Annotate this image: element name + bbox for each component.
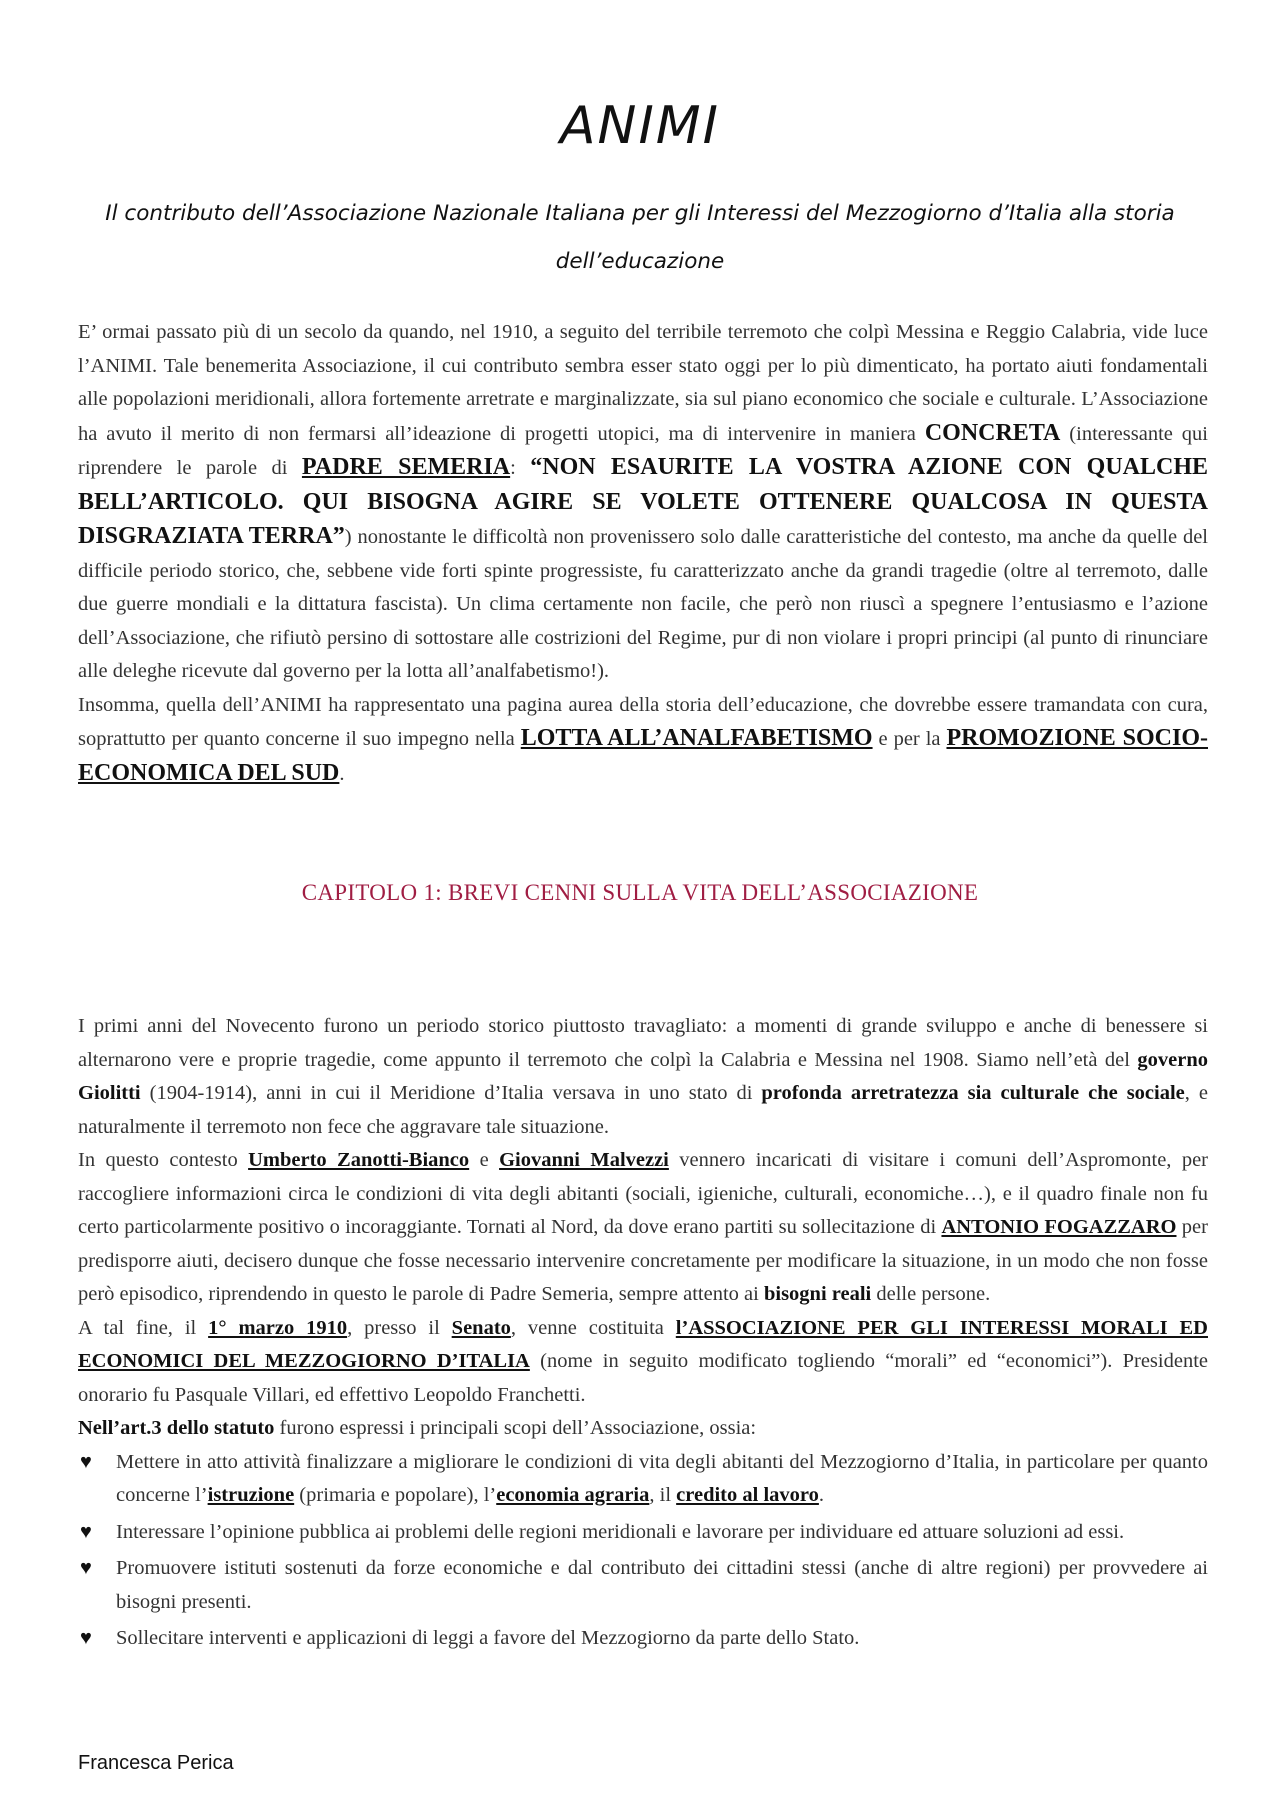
- emphasis-concreta: CONCRETA: [924, 419, 1061, 446]
- text-run: e per la: [872, 728, 947, 750]
- emphasis-giolitti: governo Giolitti: [78, 1048, 1208, 1104]
- chapter-paragraph-1: [78, 1010, 1208, 1144]
- chapter-1-section: [78, 1010, 1208, 1659]
- emphasis-senato: Senato: [451, 1316, 511, 1339]
- text-run: , il: [649, 1484, 677, 1506]
- text-run: , e naturalmente il terremoto non fece che aggravare tale situazione.: [78, 1082, 1209, 1138]
- text-run: (1904-1914), anni in cui il Meridione d’Italia versava in uno stato di: [140, 1082, 762, 1104]
- text-run: .: [818, 1484, 825, 1506]
- emphasis-association-name: l’ASSOCIAZIONE PER GLI INTERESSI MORALI ED ECONOMICI DEL MEZZOGIORNO D’ITALIA: [78, 1316, 1208, 1372]
- text-run: Mettere in atto attività finalizzare a migliorare le condizioni di vita degli abitanti del Mezzogiorno d’Italia, in particolare per quanto concerne l’: [116, 1450, 1208, 1506]
- intro-paragraph-1: [78, 316, 1208, 689]
- intro-paragraph-2: [78, 689, 1208, 792]
- emphasis-istruzione: istruzione: [207, 1484, 295, 1506]
- emphasis-credito: credito al lavoro: [676, 1484, 819, 1506]
- heart-icon: ♥: [80, 1627, 92, 1649]
- text-run: ) nonostante le difficoltà non provenissero solo dalle caratteristiche del contesto, ma anche da quelle del difficile periodo storico, che, sebbene vide forti spinte progressiste, fu caratterizzato anche da grandi tragedie (oltre al terremoto, dalle due guerre mondiali e la dittatura fascista). Un clima certamente non facile, che però non riuscì a spegnere l’entusiasmo e l’azione dell’Associazione, che rifiutò persino di sottostare alle costrizioni del Regime, pur di non violare i propri principi (al punto di rinunciare alle deleghe ricevute dal governo per la lotta all’analfabetismo!).: [78, 526, 1209, 682]
- emphasis-malvezzi: Giovanni Malvezzi: [499, 1149, 669, 1171]
- semeria-quote: “NON ESAURITE LA VOSTRA AZIONE CON QUALCHE BELL’ARTICOLO. QUI BISOGNA AGIRE SE VOLETE OTTENERE QUALCOSA IN QUESTA DISGRAZIATA TERRA”: [78, 454, 1209, 549]
- heart-icon: ♥: [80, 1557, 92, 1579]
- text-run: Promuovere istituti sostenuti da forze economiche e dal contributo dei cittadini stessi (anche di altre regioni) per provvedere ai bisogni presenti.: [116, 1557, 1208, 1613]
- emphasis-art3: Nell’art.3 dello statuto: [78, 1417, 275, 1439]
- heart-icon: ♥: [80, 1520, 92, 1543]
- document-subtitle: Il contributo dell’Associazione Nazionale Italiana per gli Interessi del Mezzogiorno d’Italia alla storia dell’educazione: [105, 201, 1175, 274]
- text-run: .: [339, 762, 345, 785]
- text-run: (nome in seguito modificato togliendo “morali” ed “economici”). Presidente onorario fu Pasquale Villari, ed effettivo Leopoldo Franchetti.: [78, 1350, 1208, 1406]
- list-item: [78, 1446, 1208, 1513]
- text-run: E’ ormai passato più di un secolo da quando, nel 1910, a seguito del terribile terremoto che colpì Messina e Reggio Calabria, vide luce l’ANIMI. Tale benemerita Associazione, il cui contributo sembra esser stato oggi per lo più dimenticato, ha portato aiuti fondamentali alle popolazioni meridionali, allora fortemente arretrate e marginalizzate, sia sul piano economico che sociale e culturale. L’Associazione ha avuto il merito di non fermarsi all’ideazione di progetti utopici, ma di intervenire in maniera: [78, 321, 1208, 445]
- emphasis-fogazzaro: ANTONIO FOGAZZARO: [941, 1216, 1177, 1238]
- emphasis-promozione: PROMOZIONE SOCIO-ECONOMICA DEL SUD: [78, 725, 1208, 786]
- emphasis-padre-semeria: PADRE SEMERIA: [301, 454, 511, 480]
- emphasis-lotta: LOTTA ALL’ANALFABETISMO: [520, 725, 873, 751]
- chapter-paragraph-2: [78, 1144, 1208, 1312]
- text-run: Sollecitare interventi e applicazioni di leggi a favore del Mezzogiorno da parte dello Stato.: [116, 1627, 860, 1649]
- emphasis-arretratezza: profonda arretratezza sia culturale che sociale: [761, 1082, 1185, 1104]
- aims-list: [78, 1446, 1208, 1656]
- text-run: In questo contesto: [78, 1149, 249, 1171]
- text-run: e: [469, 1149, 500, 1171]
- list-item: [78, 1552, 1208, 1619]
- text-run: delle persone.: [871, 1283, 991, 1305]
- text-run: Interessare l’opinione pubblica ai problemi delle regioni meridionali e lavorare per individuare ed attuare soluzioni ad essi.: [116, 1520, 1125, 1543]
- text-run: :: [510, 457, 531, 479]
- text-run: , venne costituita: [510, 1316, 676, 1339]
- list-item: [78, 1622, 1208, 1656]
- footer-author: Francesca Perica: [78, 1752, 234, 1774]
- chapter-heading: CAPITOLO 1: BREVI CENNI SULLA VITA DELL’ASSOCIAZIONE: [301, 880, 979, 905]
- text-run: vennero incaricati di visitare i comuni dell’Aspromonte, per raccogliere informazioni circa le condizioni di vita degli abitanti (sociali, igieniche, culturali, economiche…), e il quadro finale non fu certo particolarmente positivo o incoraggiante. Tornati al Nord, da dove erano partiti su sollecitazione di: [78, 1149, 1208, 1238]
- emphasis-bisogni: bisogni reali: [763, 1283, 872, 1305]
- emphasis-economia: economia agraria: [496, 1484, 650, 1506]
- text-run: furono espressi i principali scopi dell’Associazione, ossia:: [274, 1417, 757, 1439]
- text-run: per predisporre aiuti, decisero dunque che fosse necessario intervenire concretamente per modificare la situazione, in un modo che non fosse però episodico, riprendendo in questo le parole di Padre Semeria, sempre attento ai: [78, 1216, 1208, 1305]
- text-run: (interessante qui riprendere le parole di: [78, 422, 1208, 479]
- emphasis-zanotti: Umberto Zanotti-Bianco: [248, 1149, 470, 1171]
- intro-section: [78, 316, 1208, 791]
- text-run: (primaria e popolare), l’: [294, 1484, 497, 1506]
- chapter-paragraph-4: [78, 1412, 1208, 1446]
- text-run: Insomma, quella dell’ANIMI ha rappresentato una pagina aurea della storia dell’educazione, che dovrebbe essere tramandata con cura, soprattutto per quanto concerne il suo impegno nella: [78, 693, 1208, 750]
- heart-icon: ♥: [80, 1450, 92, 1473]
- text-run: , presso il: [347, 1316, 452, 1339]
- document-title: ANIMI: [559, 96, 720, 156]
- text-run: I primi anni del Novecento furono un periodo storico piuttosto travagliato: a momenti di grande sviluppo e anche di benessere si alternarono vere e proprie tragedie, come appunto il terremoto che colpì la Calabria e Messina nel 1908. Siamo nell’età del: [78, 1015, 1208, 1071]
- chapter-paragraph-3: [78, 1312, 1208, 1413]
- emphasis-date: 1° marzo 1910: [208, 1316, 348, 1339]
- text-run: A tal fine, il: [78, 1316, 209, 1339]
- list-item: [78, 1516, 1208, 1550]
